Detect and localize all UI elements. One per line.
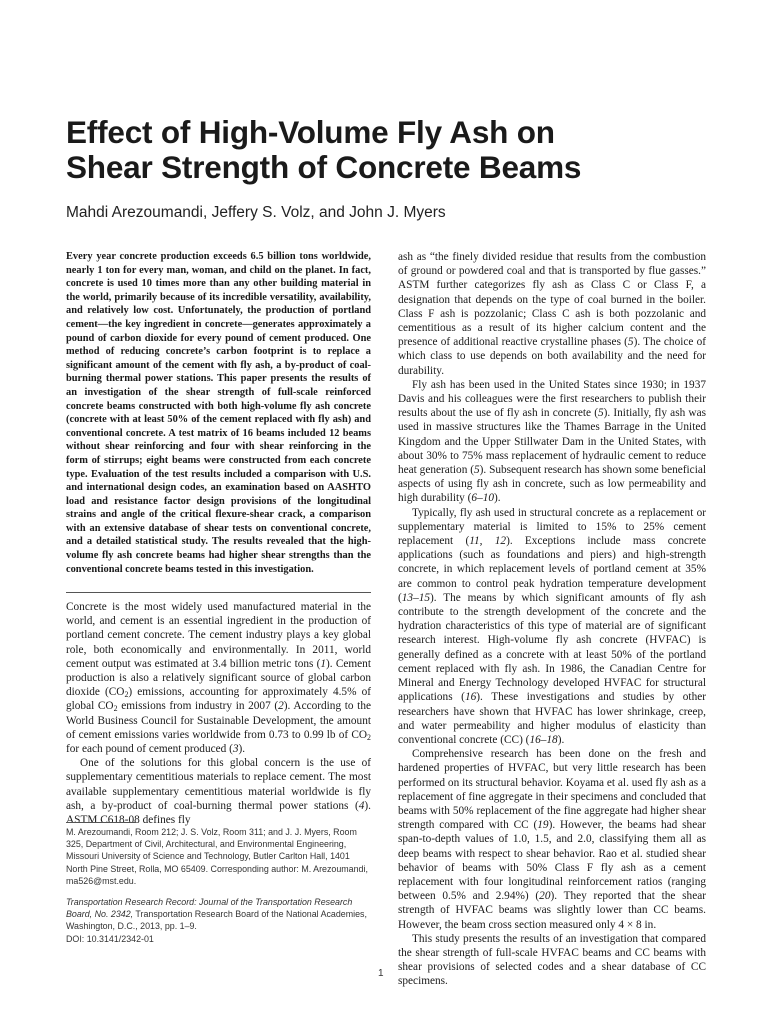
right-paragraph-3: Typically, fly ash used in structural concrete as a replacement or supplementary material is limited to 15% to 25% cement replacement (11, 12). Exceptions include mass concrete applications (such as foundations and piers) and high-strength concrete, in which replacement levels of portland cement at 35% are common to control peak hydration temperature development (13–15). The means by which significant amounts of fly ash contribute to the strength development of the concrete and the hydration characteristics of this type of material are of significant research interest. High-volume fly ash concrete (HVFAC) is generally defined as a concrete with at least 50% of the portland cement replaced with fly ash. In 1986, the Canadian Centre for Mineral and Energy Technology developed HVFAC for structural applications (16). These investigations and studies by other researchers have shown that HVFAC has lower shrinkage, creep, and water permeability and higher modulus of elasticity than conventional concrete (CC) (16–18). xyxy=(398,506,706,746)
right-paragraph-1: ash as “the finely divided residue that results from the combustion of ground or powdered coal and that is transported by flue gasses.” ASTM further categorizes fly ash as Class C or Class F, a designation that depends on the type of coal burned in the boiler. Class F ash is pozzolanic; Class C ash is both pozzolanic and cementitious as a result of its higher calcium content and the presence of additional reactive crystalline phases (5). The choice of which class to use depends on both availability and the need for durability. xyxy=(398,251,706,377)
right-column-body xyxy=(398,250,706,989)
reference: 19 xyxy=(537,819,549,832)
reference: 2 xyxy=(278,700,284,713)
doi: DOI: 10.3141/2342-01 xyxy=(66,933,154,944)
reference: 5 xyxy=(473,464,480,477)
page-number: 1 xyxy=(378,968,384,979)
authors: Mahdi Arezoumandi, Jeffery S. Volz, and John J. Myers xyxy=(66,204,446,221)
right-paragraph-5: This study presents the results of an investigation that compared the shear strength of full-scale HVFAC beams and CC beams with shear provisions of selected codes and a shear database of CC specimens. xyxy=(398,932,706,988)
reference: 16–18 xyxy=(529,733,558,746)
title-line-1: Effect of High-Volume Fly Ash on xyxy=(66,114,555,150)
abstract: Every year concrete production exceeds 6.5 billion tons worldwide, nearly 1 ton for every man, woman, and child on the planet. In fact, concrete is used 10 times more than any other building material in the world, primarily because of its incredible versatility, availability, and relatively low cost. Unfortunately, the production of portland cement—the key ingredient in concrete—generates approximately a pound of carbon dioxide for every pound of cement produced. One method of reducing concrete’s carbon footprint is to replace a significant amount of the cement with fly ash, a by-product of coal-burning thermal power stations. This paper presents the results of an investigation of the shear strength of full-scale reinforced concrete beams constructed with both high-volume fly ash concrete (concrete with at least 50% of the cement replaced with fly ash) and conventional concrete. A test matrix of 16 beams included 12 beams without shear reinforcing and four with shear reinforcing in the form of stirrups; eight beams were constructed from each concrete type. Evaluation of the test results included a comparison with U.S. and international design codes, an examination based on AASHTO load and resistance factor design provisions of the longitudinal strains and angle of the critical flexure-shear crack, a comparison with an extensive database of shear tests on conventional concrete, and a detailed statistical study. The results revealed that the high-volume fly ash concrete beams had higher shear strengths than the conventional concrete beams tested in this investigation. xyxy=(66,251,371,575)
right-paragraph-4: Comprehensive research has been done on the fresh and hardened properties of HVFAC, but very little research has been performed on its structural behavior. Koyama et al. used fly ash as a replacement of fine aggregate in their specimens and concluded that beams with 50% replacement of the fine aggregate had higher shear strength compared with CC (19). However, the beams had shear span-to-depth values of 1.0, 1.5, and 2.0, classifying them all as deep beams with respect to shear behavior. Rao et al. studied shear behavior of beams with 50% Class F fly ash as a cement replacement with four longitudinal reinforcement ratios (ranging between 0.5% and 2.94%) (20). They reported that the shear strength of HVFAC beams was slightly lower than CC beams. However, the beam cross section measured only 4 × 8 in. xyxy=(398,748,706,931)
title-line-2: Shear Strength of Concrete Beams xyxy=(66,149,582,185)
left-column-body xyxy=(66,600,371,827)
reference: 3 xyxy=(232,743,239,756)
reference: 16 xyxy=(464,691,477,704)
reference: 6–10 xyxy=(471,492,495,505)
reference: 4 xyxy=(358,799,365,812)
journal-citation: Transportation Research Record: Journal of the Transportation Research Board, No. 2342, Transportation Research Board of the National Academies, Washington, D.C., 2013, pp. 1–9. DOI: 10.3141/2342-01 xyxy=(66,897,367,944)
paper-title xyxy=(66,115,706,185)
right-paragraph-2: Fly ash has been used in the United States since 1930; in 1937 Davis and his colleagues were the first researchers to publish their results about the use of fly ash in concrete (5). Initially, fly ash was used in massive structures like the Thames Barrage in the United Kingdom and the Upper Stillwater Dam in the United States, with about 30% to 75% mass replacement of hydraulic cement to reduce heat generation (5). Subsequent research has shown some beneficial aspects of using fly ash in concrete, such as low permeability and high durability (6–10). xyxy=(398,378,706,505)
reference: 5 xyxy=(597,407,604,420)
left-paragraph-1: Concrete is the most widely used manufactured material in the world, and cement is an essential ingredient in the production of portland cement concrete. The cement industry plays a key global role, both economically and environmentally. In 2011, world cement output was estimated at 3.4 billion metric tons (1). Cement production is also a relatively significant source of global carbon dioxide $(CO_2)$ emissions, accounting for approximately 4.5% of global $CO_2$ emissions from industry in 2007 (2). According to the World Business Council for Sustainable Development, the amount of cement emissions varies worldwide from 0.73 to 0.99 lb of $CO_2$ for each pound of cement produced (3). xyxy=(66,601,371,756)
left-paragraph-2: One of the solutions for this global concern is the use of supplementary cementitious materials to replace cement. The most available supplementary cementitious material worldwide is fly ash, a by-product of coal-burning thermal power stations (4). ASTM C618-08 defines fly xyxy=(66,757,371,827)
author-affiliation: M. Arezoumandi, Room 212; J. S. Volz, Room 311; and J. J. Myers, Room 325, Department of Civil, Architectural, and Environmental Engineering, Missouri University of Science and Technology, Butler Carlton Hall, 1401 North Pine Street, Rolla, MO 65409. Corresponding author: M. Arezoumandi, ma526@mst.edu. xyxy=(66,827,368,886)
reference: 11, 12 xyxy=(469,535,507,548)
abstract-divider xyxy=(66,592,371,593)
reference: 5 xyxy=(627,336,634,349)
journal-name: Transportation Research Record: Journal of the Transportation Research Board, No. 2342, xyxy=(66,897,353,920)
reference: 13–15 xyxy=(401,591,431,604)
reference: 1 xyxy=(320,657,327,670)
reference: 20 xyxy=(539,890,551,903)
footnote-divider xyxy=(66,822,136,823)
